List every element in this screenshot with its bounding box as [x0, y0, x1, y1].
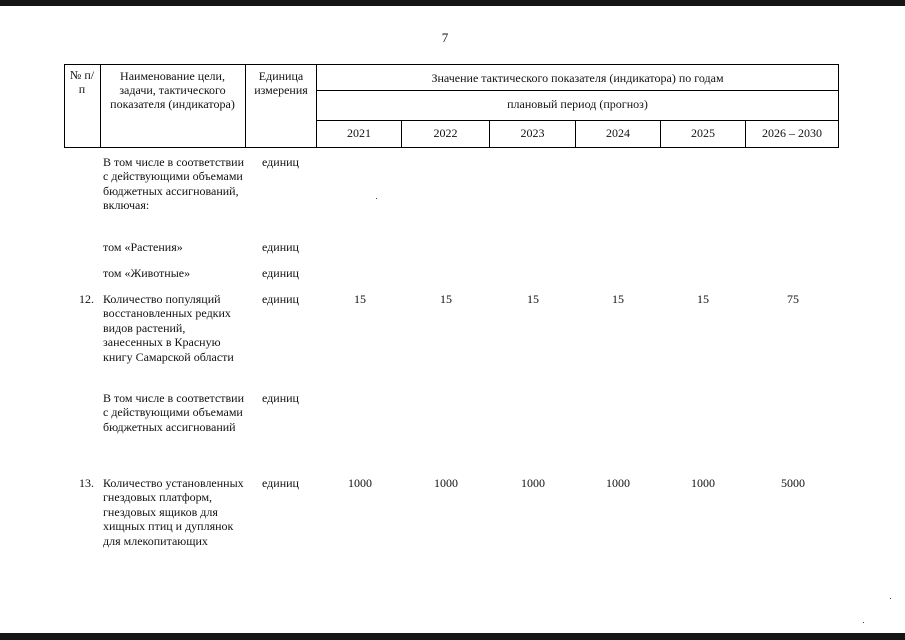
row-unit: единиц [262, 391, 299, 405]
header-name: Наименование цели, задачи, тактического показателя (индикатора) [110, 69, 235, 111]
bottom-border [0, 633, 905, 640]
header-year: 2023 [520, 126, 545, 140]
row-name: В том числе в соответствии с действующими объемами бюджетных ассигнований [103, 391, 245, 434]
row-name: том «Животные» [103, 266, 191, 280]
header-unit: Единица измерения [254, 69, 308, 97]
scan-speck [376, 198, 377, 199]
row-name: Количество установленных гнездовых платформ, гнездовых ящиков для хищных птиц и дуплянок для млекопитающих [103, 476, 244, 548]
header-year: 2024 [606, 126, 630, 140]
row-name: В том числе в соответствии с действующими объемами бюджетных ассигнований, включая: [103, 155, 245, 213]
table-header [64, 64, 839, 148]
row-unit: единиц [262, 155, 299, 169]
row-value: 15 [697, 292, 709, 306]
row-value: 5000 [781, 476, 805, 490]
header-year: 2025 [691, 126, 715, 140]
row-number: 12. [79, 292, 94, 306]
header-year: 2026 – 2030 [762, 126, 822, 140]
row-value: 1000 [606, 476, 630, 490]
row-value: 1000 [348, 476, 372, 490]
row-value: 1000 [521, 476, 545, 490]
page-number: 7 [441, 30, 449, 45]
row-unit: единиц [262, 266, 299, 280]
scan-speck [890, 598, 891, 599]
row-value: 15 [440, 292, 452, 306]
row-value: 15 [612, 292, 624, 306]
header-year: 2021 [347, 126, 371, 140]
row-unit: единиц [262, 476, 299, 490]
top-border [0, 0, 905, 6]
row-name: том «Растения» [103, 240, 183, 254]
scan-speck [863, 622, 864, 623]
header-year: 2022 [433, 126, 458, 140]
header-number: № п/п [69, 68, 95, 96]
row-name: Количество популяций восстановленных редких видов растений, занесенных в Красную книгу Самарской области [103, 292, 234, 364]
row-unit: единиц [262, 240, 299, 254]
row-unit: единиц [262, 292, 299, 306]
header-period: плановый период (прогноз) [507, 97, 648, 111]
row-value: 1000 [691, 476, 715, 490]
row-value: 75 [787, 292, 799, 306]
row-value: 15 [527, 292, 539, 306]
header-values: Значение тактического показателя (индикатора) по годам [431, 71, 724, 85]
row-value: 15 [354, 292, 366, 306]
row-number: 13. [79, 476, 94, 490]
row-value: 1000 [434, 476, 458, 490]
